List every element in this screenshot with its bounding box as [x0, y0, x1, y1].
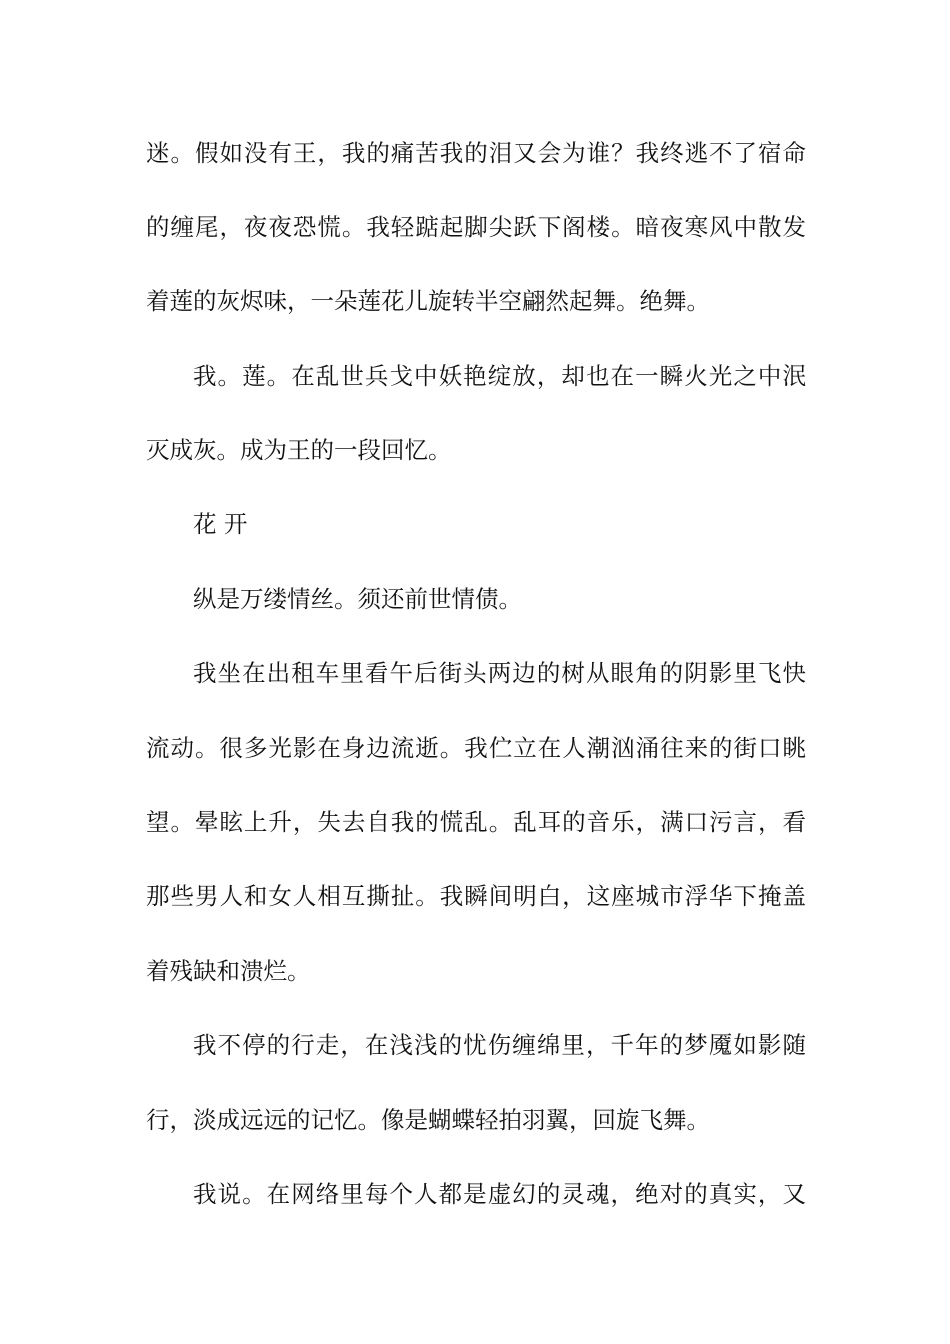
- text-line-1: 迷。假如没有王，我的痛苦我的泪又会为谁？我终逃不了宿命: [146, 139, 806, 167]
- text-line-7: 纵是万缕情丝。须还前世情债。: [193, 585, 522, 613]
- text-line-11: 那些男人和女人相互撕扯。我瞬间明白，这座城市浮华下掩盖: [146, 882, 806, 910]
- text-line-15: 我说。在网络里每个人都是虚幻的灵魂，绝对的真实，又: [193, 1180, 806, 1208]
- text-line-8: 我坐在出租车里看午后街头两边的树从眼角的阴影里飞快: [193, 659, 806, 687]
- text-line-12: 着残缺和溃烂。: [146, 957, 311, 985]
- text-line-10: 望。晕眩上升，失去自我的慌乱。乱耳的音乐，满口污言，看: [146, 808, 806, 836]
- text-line-9: 流动。很多光影在身边流逝。我伫立在人潮汹涌往来的街口眺: [146, 734, 806, 762]
- text-line-13: 我不停的行走，在浅浅的忧伤缠绵里，千年的梦魇如影随: [193, 1031, 806, 1059]
- text-line-3: 着莲的灰烬味，一朵莲花儿旋转半空翩然起舞。绝舞。: [146, 287, 710, 315]
- text-line-14: 行，淡成远远的记忆。像是蝴蝶轻拍羽翼，回旋飞舞。: [146, 1106, 710, 1134]
- text-line-2: 的缠尾，夜夜恐慌。我轻踮起脚尖跃下阁楼。暗夜寒风中散发: [146, 213, 806, 241]
- text-line-5: 灭成灰。成为王的一段回忆。: [146, 436, 452, 464]
- text-line-4: 我。莲。在乱世兵戈中妖艳绽放，却也在一瞬火光之中泯: [193, 362, 806, 390]
- section-heading: 花 开: [193, 510, 248, 538]
